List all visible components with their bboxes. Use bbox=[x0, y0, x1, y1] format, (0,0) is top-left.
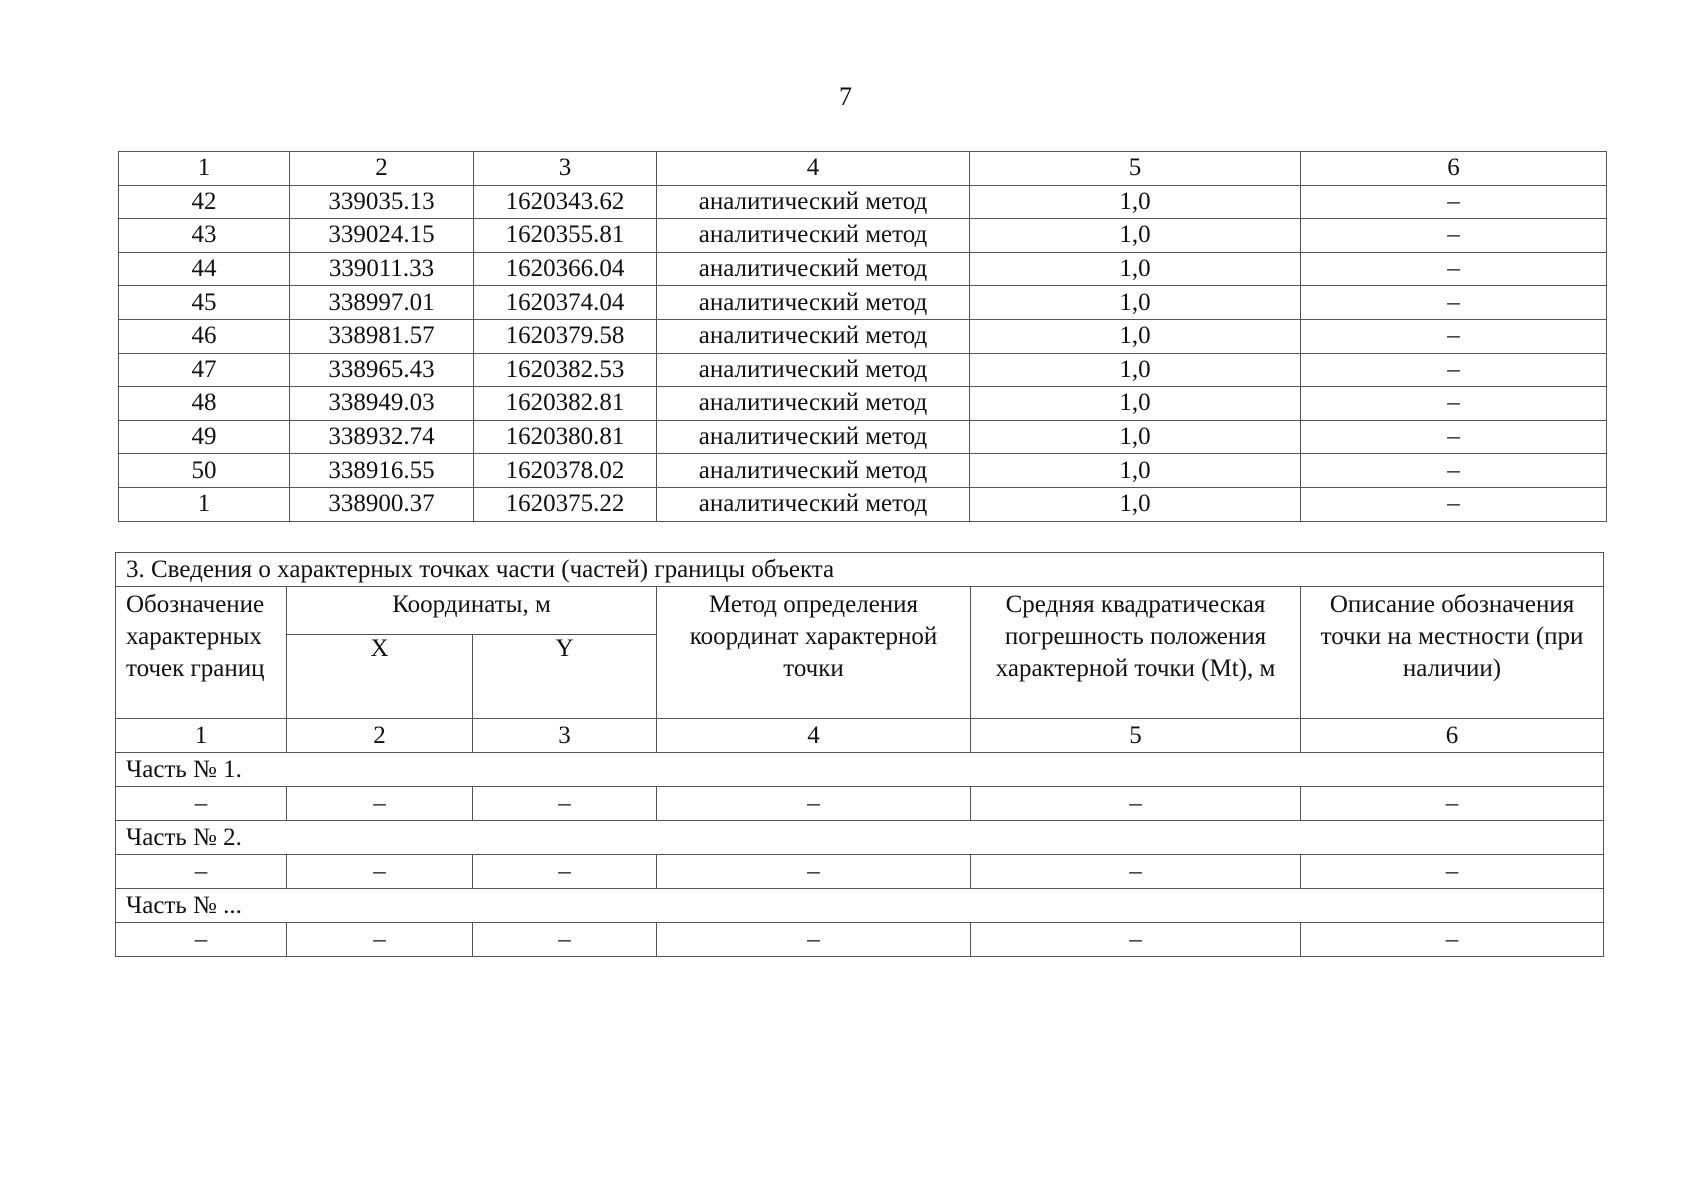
y-coordinate-cell: 1620355.81 bbox=[474, 219, 657, 253]
accuracy-cell: 1,0 bbox=[970, 454, 1301, 488]
description-cell: – bbox=[1301, 420, 1607, 454]
header-method: Метод определения координат характерной точки bbox=[657, 587, 971, 719]
x-coordinate-cell: 339024.15 bbox=[290, 219, 474, 253]
header-coordinates: Координаты, м bbox=[287, 587, 657, 635]
table-cell: – bbox=[1301, 855, 1604, 889]
column-number-row bbox=[119, 152, 1607, 186]
table-row bbox=[119, 185, 1607, 219]
x-coordinate-cell: 338997.01 bbox=[290, 286, 474, 320]
header-designation: Обозначение характерных точек границ bbox=[116, 587, 287, 719]
point-number-cell: 47 bbox=[119, 353, 290, 387]
point-number-cell: 49 bbox=[119, 420, 290, 454]
y-coordinate-cell: 1620379.58 bbox=[474, 319, 657, 353]
accuracy-cell: 1,0 bbox=[970, 286, 1301, 320]
description-cell: – bbox=[1301, 252, 1607, 286]
point-number-cell: 45 bbox=[119, 286, 290, 320]
description-cell: – bbox=[1301, 185, 1607, 219]
part-data-row bbox=[116, 787, 1604, 821]
table-row bbox=[119, 319, 1607, 353]
table-row bbox=[119, 252, 1607, 286]
accuracy-cell: 1,0 bbox=[970, 420, 1301, 454]
point-number-cell: 46 bbox=[119, 319, 290, 353]
method-cell: аналитический метод bbox=[657, 387, 970, 421]
col-number: 4 bbox=[657, 152, 970, 186]
description-cell: – bbox=[1301, 387, 1607, 421]
method-cell: аналитический метод bbox=[657, 454, 970, 488]
point-number-cell: 50 bbox=[119, 454, 290, 488]
x-coordinate-cell: 338965.43 bbox=[290, 353, 474, 387]
method-cell: аналитический метод bbox=[657, 353, 970, 387]
table-row bbox=[119, 387, 1607, 421]
y-coordinate-cell: 1620380.81 bbox=[474, 420, 657, 454]
table-cell: – bbox=[657, 923, 971, 957]
x-coordinate-cell: 338949.03 bbox=[290, 387, 474, 421]
table-cell: – bbox=[971, 787, 1301, 821]
accuracy-cell: 1,0 bbox=[970, 185, 1301, 219]
table-row bbox=[119, 420, 1607, 454]
col-number: 6 bbox=[1301, 152, 1607, 186]
x-coordinate-cell: 338981.57 bbox=[290, 319, 474, 353]
table-row bbox=[119, 454, 1607, 488]
part-label: Часть № 2. bbox=[116, 821, 1604, 855]
point-number-cell: 42 bbox=[119, 185, 290, 219]
table-cell: – bbox=[287, 923, 473, 957]
method-cell: аналитический метод bbox=[657, 319, 970, 353]
x-coordinate-cell: 338932.74 bbox=[290, 420, 474, 454]
column-number-row bbox=[116, 719, 1604, 753]
table-cell: – bbox=[287, 855, 473, 889]
point-number-cell: 48 bbox=[119, 387, 290, 421]
table-cell: – bbox=[657, 787, 971, 821]
description-cell: – bbox=[1301, 286, 1607, 320]
method-cell: аналитический метод bbox=[657, 252, 970, 286]
method-cell: аналитический метод bbox=[657, 420, 970, 454]
y-coordinate-cell: 1620382.81 bbox=[474, 387, 657, 421]
part-label: Часть № 1. bbox=[116, 753, 1604, 787]
section-title-row bbox=[116, 553, 1604, 587]
header-y: Y bbox=[473, 635, 657, 719]
table-cell: – bbox=[971, 855, 1301, 889]
point-number-cell: 43 bbox=[119, 219, 290, 253]
table-cell: – bbox=[116, 787, 287, 821]
part-data-row bbox=[116, 855, 1604, 889]
accuracy-cell: 1,0 bbox=[970, 319, 1301, 353]
point-number-cell: 1 bbox=[119, 487, 290, 521]
header-row bbox=[116, 587, 1604, 635]
col-number: 4 bbox=[657, 719, 971, 753]
description-cell: – bbox=[1301, 353, 1607, 387]
table-cell: – bbox=[971, 923, 1301, 957]
col-number: 1 bbox=[119, 152, 290, 186]
table-row bbox=[119, 353, 1607, 387]
header-description: Описание обозначения точки на местности (при наличии) bbox=[1301, 587, 1604, 719]
method-cell: аналитический метод bbox=[657, 185, 970, 219]
table-cell: – bbox=[116, 855, 287, 889]
table-cell: – bbox=[1301, 923, 1604, 957]
col-number: 3 bbox=[473, 719, 657, 753]
table-row bbox=[119, 487, 1607, 521]
y-coordinate-cell: 1620374.04 bbox=[474, 286, 657, 320]
part-data-row bbox=[116, 923, 1604, 957]
table-row bbox=[119, 219, 1607, 253]
header-x: X bbox=[287, 635, 473, 719]
description-cell: – bbox=[1301, 487, 1607, 521]
table-cell: – bbox=[116, 923, 287, 957]
accuracy-cell: 1,0 bbox=[970, 252, 1301, 286]
x-coordinate-cell: 338900.37 bbox=[290, 487, 474, 521]
accuracy-cell: 1,0 bbox=[970, 353, 1301, 387]
table-cell: – bbox=[1301, 787, 1604, 821]
table-cell: – bbox=[473, 787, 657, 821]
table-cell: – bbox=[473, 855, 657, 889]
y-coordinate-cell: 1620382.53 bbox=[474, 353, 657, 387]
point-number-cell: 44 bbox=[119, 252, 290, 286]
accuracy-cell: 1,0 bbox=[970, 487, 1301, 521]
col-number: 2 bbox=[290, 152, 474, 186]
col-number: 2 bbox=[287, 719, 473, 753]
table-cell: – bbox=[473, 923, 657, 957]
table-cell: – bbox=[657, 855, 971, 889]
method-cell: аналитический метод bbox=[657, 487, 970, 521]
table-cell: – bbox=[287, 787, 473, 821]
part-points-table bbox=[115, 552, 1604, 957]
part-label-row bbox=[116, 889, 1604, 923]
description-cell: – bbox=[1301, 319, 1607, 353]
col-number: 5 bbox=[970, 152, 1301, 186]
description-cell: – bbox=[1301, 454, 1607, 488]
method-cell: аналитический метод bbox=[657, 219, 970, 253]
col-number: 1 bbox=[116, 719, 287, 753]
y-coordinate-cell: 1620343.62 bbox=[474, 185, 657, 219]
col-number: 3 bbox=[474, 152, 657, 186]
section-title: 3. Сведения о характерных точках части (частей) границы объекта bbox=[116, 553, 1604, 587]
accuracy-cell: 1,0 bbox=[970, 387, 1301, 421]
x-coordinate-cell: 339011.33 bbox=[290, 252, 474, 286]
description-cell: – bbox=[1301, 219, 1607, 253]
table-row bbox=[119, 286, 1607, 320]
accuracy-cell: 1,0 bbox=[970, 219, 1301, 253]
x-coordinate-cell: 339035.13 bbox=[290, 185, 474, 219]
y-coordinate-cell: 1620378.02 bbox=[474, 454, 657, 488]
x-coordinate-cell: 338916.55 bbox=[290, 454, 474, 488]
col-number: 6 bbox=[1301, 719, 1604, 753]
header-accuracy: Средняя квадратическая погрешность положения характерной точки (Mt), м bbox=[971, 587, 1301, 719]
coordinates-table bbox=[118, 151, 1607, 522]
page-number: 7 bbox=[839, 82, 852, 111]
col-number: 5 bbox=[971, 719, 1301, 753]
part-label: Часть № ... bbox=[116, 889, 1604, 923]
y-coordinate-cell: 1620366.04 bbox=[474, 252, 657, 286]
y-coordinate-cell: 1620375.22 bbox=[474, 487, 657, 521]
part-label-row bbox=[116, 821, 1604, 855]
part-label-row bbox=[116, 753, 1604, 787]
method-cell: аналитический метод bbox=[657, 286, 970, 320]
